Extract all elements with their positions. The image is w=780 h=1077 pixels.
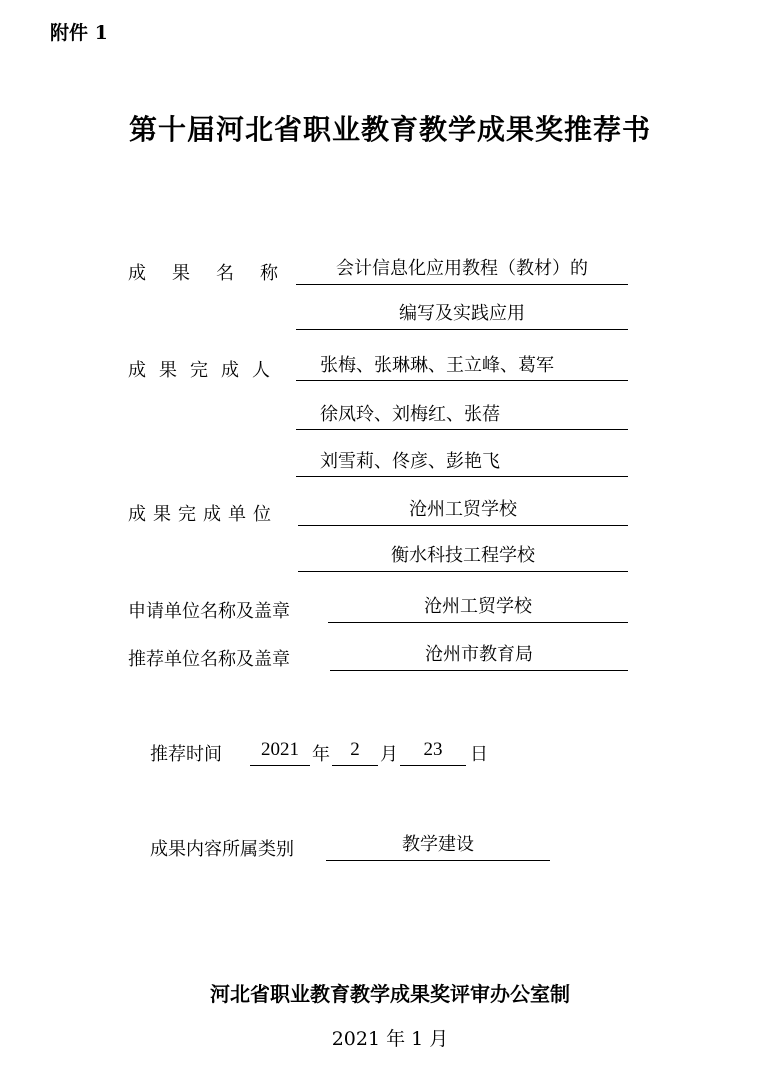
achievement-name-line-2: 编写及实践应用 [296, 301, 628, 330]
footer-organization: 河北省职业教育教学成果奖评审办公室制 [210, 982, 570, 1006]
date-month-unit: 月 [380, 744, 398, 765]
achievement-name-label: 成果名称 [128, 263, 304, 284]
completers-label: 成果完成人 [128, 360, 283, 381]
units-label: 成果完成单位 [128, 504, 278, 525]
completers-line-1: 张梅、张琳琳、王立峰、葛军 [296, 353, 628, 381]
achievement-name-line-1: 会计信息化应用教程（教材）的 [296, 256, 628, 285]
category-value: 教学建设 [326, 832, 550, 861]
recommender-value: 沧州市教育局 [330, 642, 628, 671]
date-month: 2 [332, 737, 378, 766]
date-label: 推荐时间 [150, 744, 222, 765]
applicant-label: 申请单位名称及盖章 [128, 601, 290, 622]
attachment-label: 附件 1 [50, 22, 108, 44]
date-year: 2021 [250, 737, 310, 766]
date-year-unit: 年 [312, 744, 330, 765]
completers-line-3: 刘雪莉、佟彦、彭艳飞 [296, 449, 628, 477]
date-day: 23 [400, 737, 466, 766]
footer-date: 2021 年 1 月 [331, 1028, 449, 1050]
completers-line-2: 徐凤玲、刘梅红、张蓓 [296, 402, 628, 430]
recommender-label: 推荐单位名称及盖章 [128, 649, 290, 670]
category-label: 成果内容所属类别 [150, 839, 294, 860]
date-day-unit: 日 [470, 744, 488, 765]
units-line-2: 衡水科技工程学校 [298, 543, 628, 572]
units-line-1: 沧州工贸学校 [298, 497, 628, 526]
document-title: 第十届河北省职业教育教学成果奖推荐书 [128, 113, 651, 146]
applicant-value: 沧州工贸学校 [328, 594, 628, 623]
